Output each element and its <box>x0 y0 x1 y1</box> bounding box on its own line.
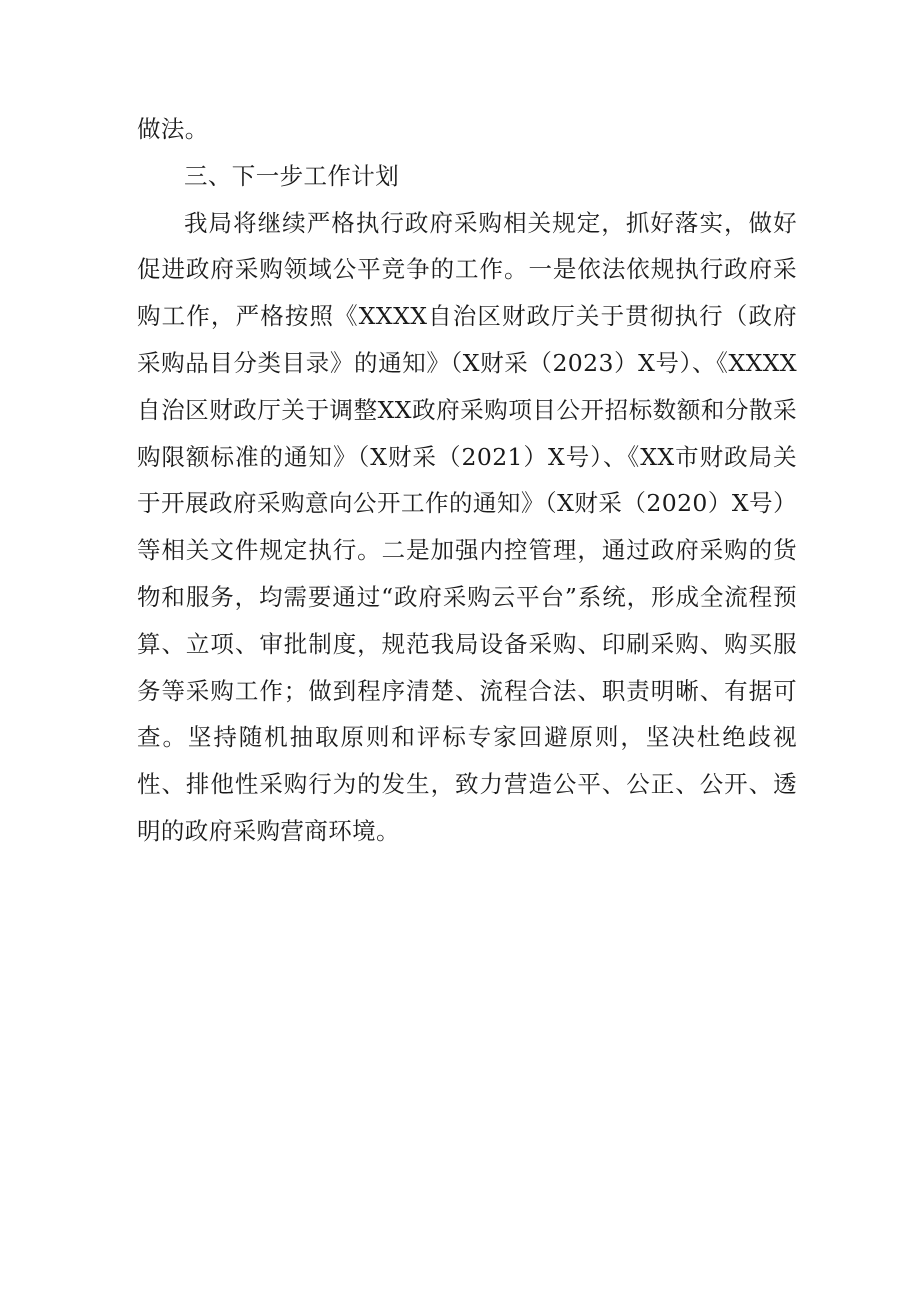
document-body <box>137 106 797 855</box>
paragraph-next-steps: 我局将继续严格执行政府采购相关规定，抓好落实，做好促进政府采购领域公平竞争的工作。一是依法依规执行政府采购工作，严格按照《XXXX自治区财政厅关于贯彻执行（政府采购品目分类目录》的通知》（X财采（2023）X号）、《XXXX自治区财政厅关于调整XX政府采购项目公开招标数额和分散采购限额标准的通知》（X财采（2021）X号）、《XX市财政局关于开展政府采购意向公开工作的通知》（X财采（2020）X号）等相关文件规定执行。二是加强内控管理，通过政府采购的货物和服务，均需要通过“政府采购云平台”系统，形成全流程预算、立项、审批制度，规范我局设备采购、印刷采购、购买服务等采购工作；做到程序清楚、流程合法、职责明晰、有据可查。坚持随机抽取原则和评标专家回避原则，坚决杜绝歧视性、排他性采购行为的发生，致力营造公平、公正、公开、透明的政府采购营商环境。 <box>137 208 797 845</box>
paragraph-continuation: 做法。 <box>137 115 209 143</box>
section-heading: 三、下一步工作计划 <box>184 161 400 190</box>
